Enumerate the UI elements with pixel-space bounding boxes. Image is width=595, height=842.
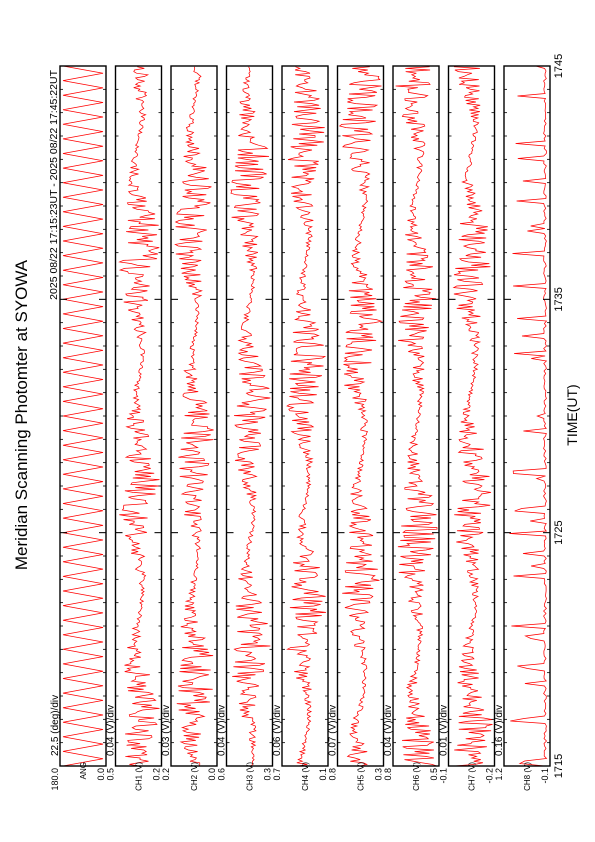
- trace-ch5: [340, 67, 382, 766]
- channel-label: CH7 (V): [467, 762, 477, 791]
- scale-label: 0.16 (V)/div: [494, 704, 505, 756]
- chart-title: Meridian Scanning Photomter at SYOWA: [12, 259, 31, 571]
- scale-label: 0.04 (V)/div: [216, 704, 228, 756]
- y-tick-max: 0.2: [161, 768, 171, 781]
- y-tick-min: 0.1: [318, 768, 328, 781]
- channel-label: CH5 (V): [356, 762, 366, 791]
- trace-ch6: [396, 67, 437, 766]
- panel-ch6: [383, 66, 439, 791]
- panel-ch5: [328, 66, 384, 791]
- panel-ch2: [161, 66, 217, 791]
- channel-label: CH3 (V): [245, 762, 255, 791]
- y-tick-min: 0.3: [262, 768, 273, 781]
- channel-label: CH4 (V): [301, 762, 310, 791]
- panel-frame: [393, 66, 439, 766]
- panel-ch7: [439, 66, 495, 791]
- trace-ch3: [231, 67, 271, 766]
- channel-label: CH6 (V): [412, 762, 421, 791]
- x-tick-1715: 1715: [553, 753, 565, 779]
- channel-label: CH1 (V): [134, 762, 144, 791]
- panel-frame: [338, 66, 384, 766]
- panel-ch3: [217, 66, 273, 791]
- trace-ch1: [119, 67, 159, 766]
- x-axis-label: TIME(UT): [564, 384, 580, 446]
- panel-frame: [282, 66, 328, 766]
- scale-label: 22.5 (deg)/div: [50, 694, 61, 756]
- panel-ch8: [494, 66, 550, 791]
- y-tick-min: 0.0: [96, 768, 106, 781]
- y-tick-min: 0.3: [373, 768, 384, 781]
- trace-ch4: [287, 67, 326, 766]
- scale-label: 0.07 (V)/div: [327, 704, 339, 756]
- panel-group: [50, 66, 550, 791]
- x-tick-1745: 1745: [553, 53, 565, 79]
- y-tick-max: 0.8: [383, 768, 393, 781]
- x-tick-1735: 1735: [553, 287, 565, 312]
- y-tick-min: -0.1: [540, 768, 550, 784]
- x-tick-1725: 1725: [553, 520, 565, 545]
- time-range-label: 2025 08/22 17:15:23UT - 2025 08/22 17:45:22UT: [48, 70, 60, 300]
- panel-ch1: [106, 66, 162, 791]
- y-tick-max: 1.2: [494, 768, 504, 781]
- scale-label: 0.06 (V)/div: [272, 704, 283, 756]
- trace-ang: [63, 66, 103, 766]
- trace-ch2: [175, 67, 213, 766]
- scale-label: 0.04 (V)/div: [383, 704, 394, 756]
- channel-label: CH8 (V): [523, 762, 532, 791]
- panel-frame: [227, 66, 273, 766]
- y-tick-max: -0.1: [438, 768, 449, 784]
- panel-frame: [116, 66, 162, 766]
- panel-frame: [449, 66, 495, 766]
- y-tick-min: -0.2: [484, 768, 495, 784]
- y-tick-min: 0.2: [151, 768, 162, 781]
- trace-ch8: [509, 66, 546, 766]
- channel-label: ANG: [79, 762, 88, 780]
- scale-label: 0.04 (V)/div: [105, 704, 117, 756]
- y-tick-min: 0.5: [429, 768, 439, 781]
- scale-label: 0.03 (V)/div: [161, 704, 172, 756]
- panel-frame: [60, 66, 106, 766]
- trace-ch7: [454, 67, 493, 766]
- panel-frame: [504, 66, 550, 766]
- y-tick-max: 0.5: [105, 768, 116, 781]
- y-tick-min: 0.0: [207, 768, 217, 781]
- y-tick-max: 0.8: [327, 768, 338, 781]
- channel-label: CH2 (V): [190, 762, 199, 791]
- scale-label: 0.01 (V)/div: [438, 704, 450, 756]
- panel-ch4: [272, 66, 328, 791]
- y-tick-max: 0.7: [272, 768, 282, 781]
- y-tick-max: 180.0: [50, 768, 60, 791]
- y-tick-max: 0.6: [216, 768, 227, 781]
